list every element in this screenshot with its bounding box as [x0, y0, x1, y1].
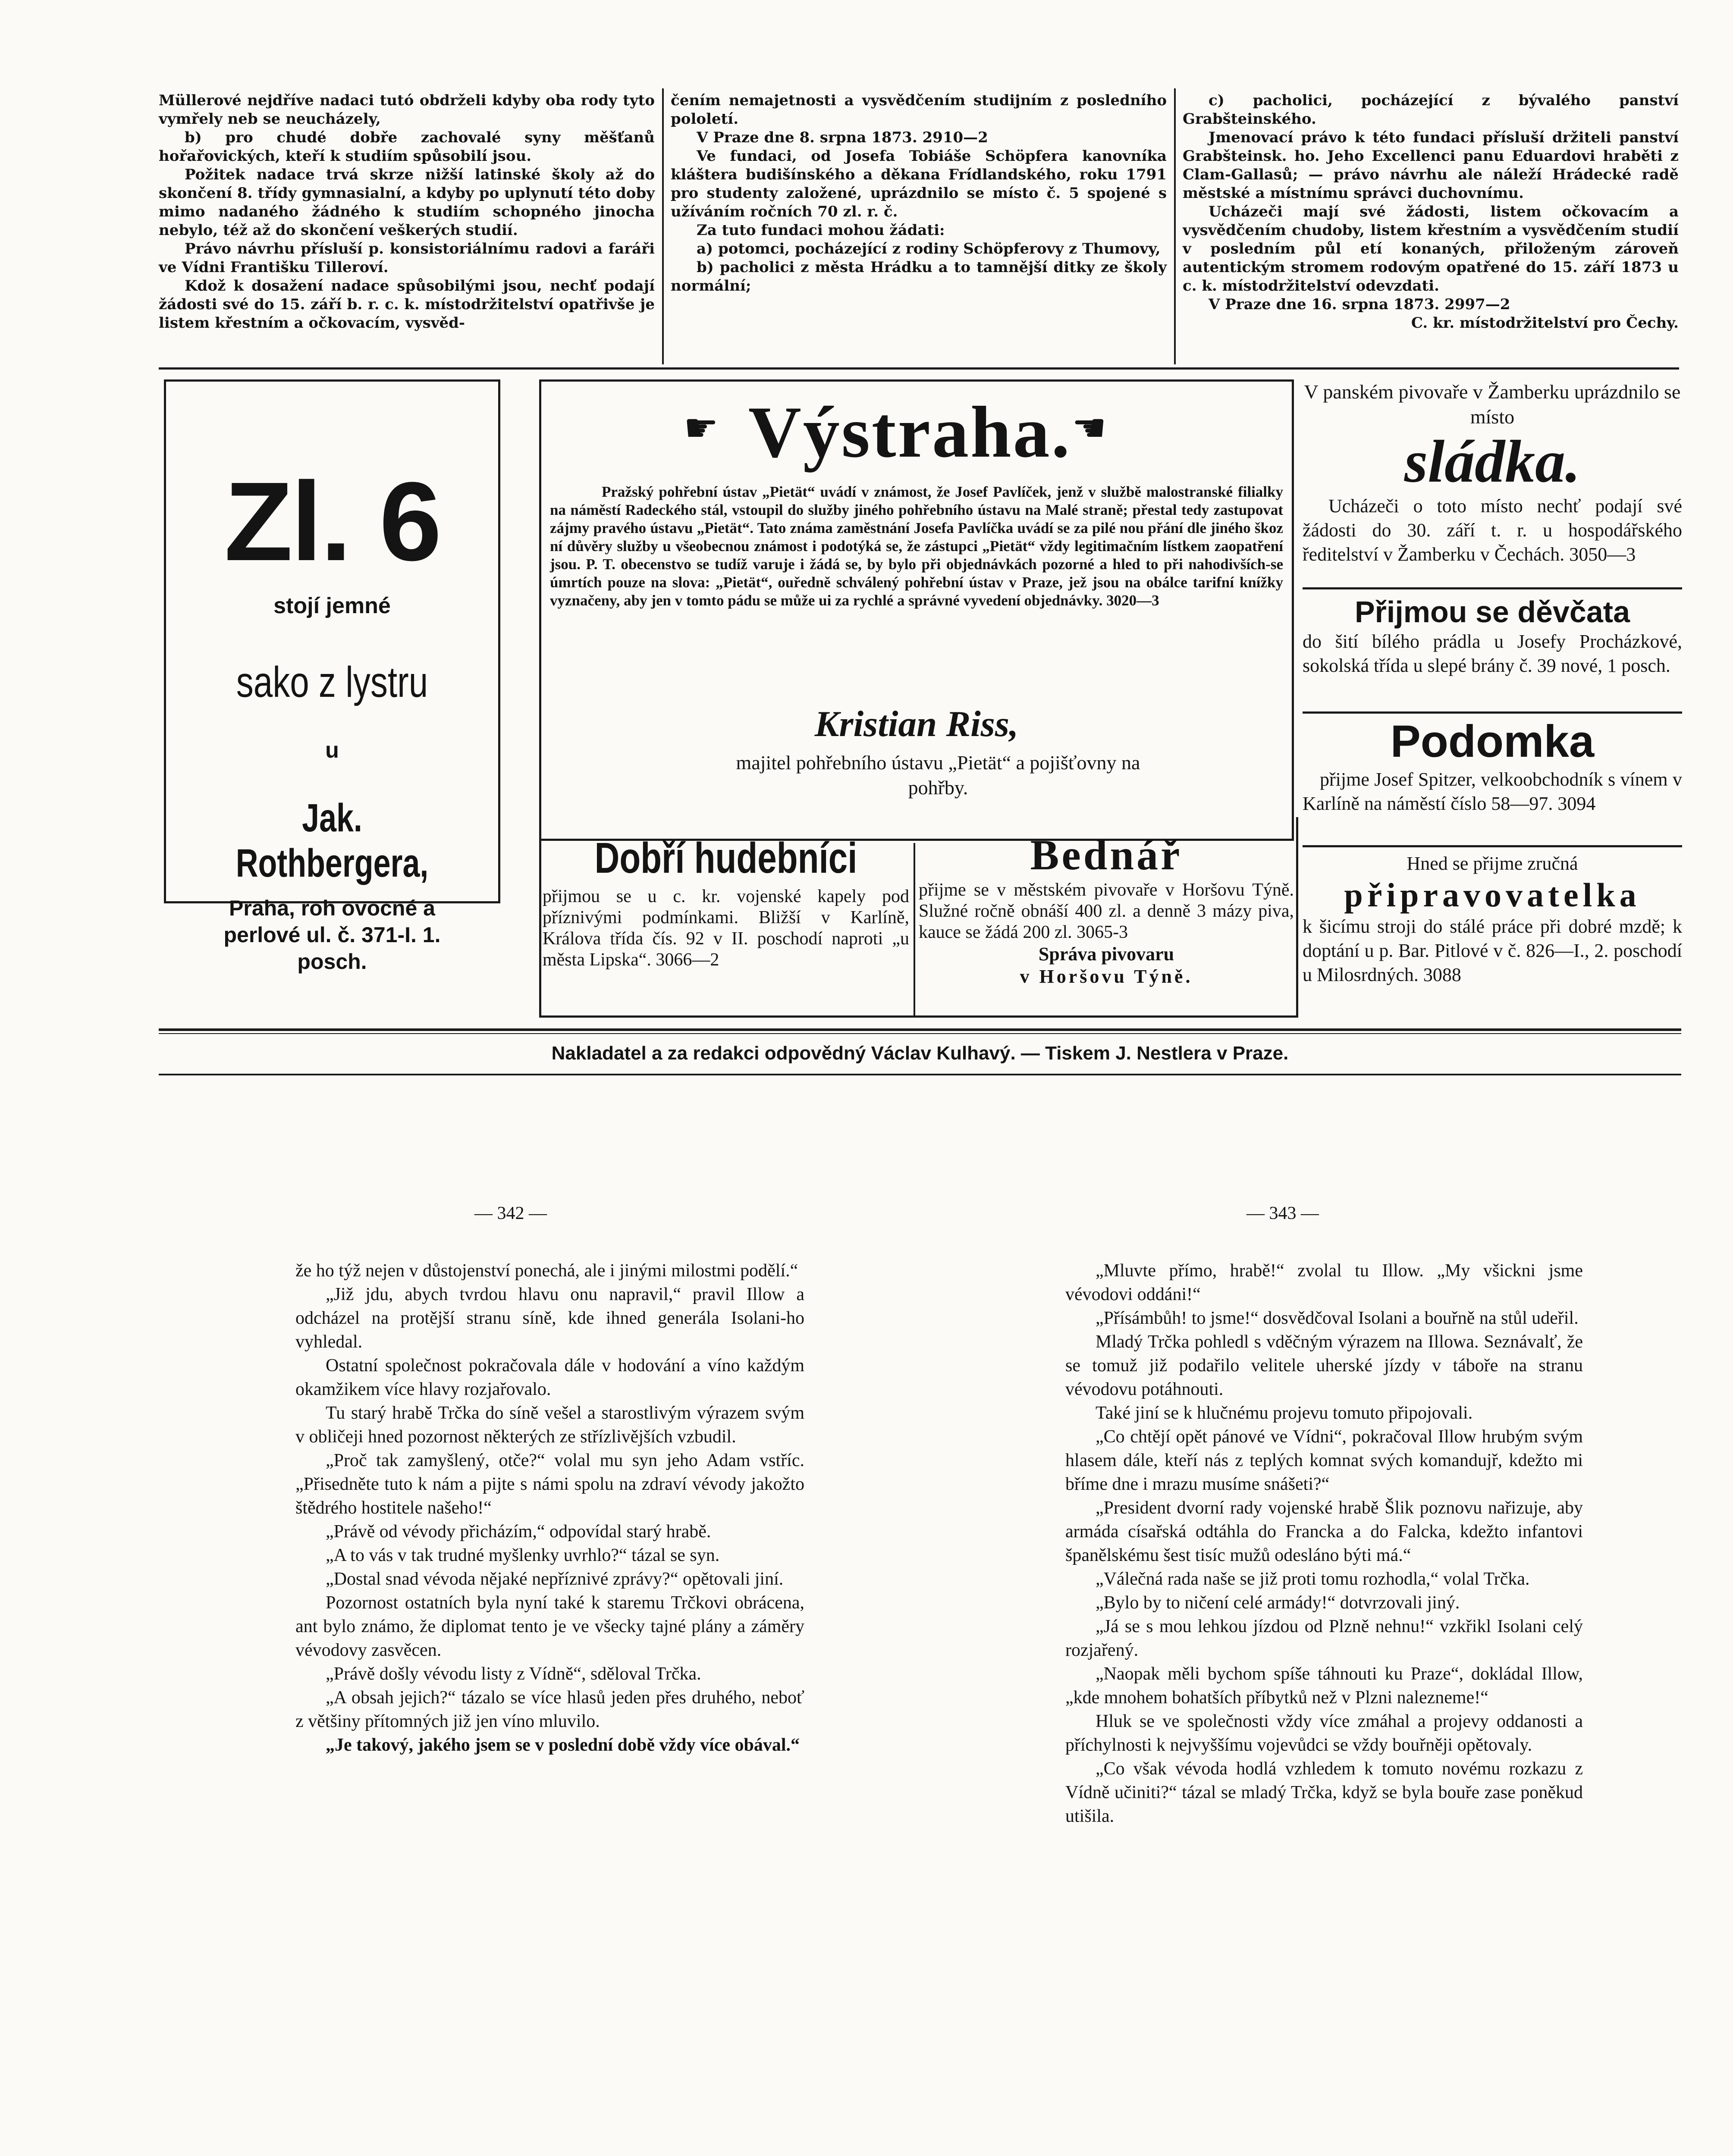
hudebnici-ad: Dobří hudebníci přijmou se u c. kr. vojenské kapely pod příznivými podmínkami. Bližší v Karlíně, Králova třída čís. 92 v II. poschodí naproti „u města Lipska“. 3066—2 — [543, 830, 909, 971]
ad-body: Pražský pohřební ústav „Pietät“ uvádí v známost, že Josef Pavlíček, jenž v službě malostranské filialky na náměstí Radeckého stál, vstoupil do služby jiného pohřebního ústavu na Malé straně; přestal tedy zastupovat zájmy pravého ústavu „Pietät“. Tato známa zaměstnání Josefa Pavlíčka uvádí se za pilé nou přání dle jiného škoz ní důvěry služby u všeobecnou známost i podotýká se, že zástupci „Pietät“ vždy legitimačním lístkem zaopatření jsou. P. T. obecenstvo se tudíž varuje i žádá se, by bylo při objednávkách pozorné a hled to při nahodivších-se úmrtích pouze na slova: „Pietät“, ouředně schválený pohřební ústav v Praze, jež jsou na obálce tarifní knížky vyznačeny, aby jen v tomto pádu se může ui za rychlé a správné vyvedení objednávky. 3020—3 — [550, 483, 1283, 609]
notice-paragraph: Jmenovací právo k této fundaci přísluší držiteli panství Grabšteinsk. ho. Jeho Excellenci panu Eduardovi hraběti z Clam-Gallasů; — právo návrhu ale náleží Hrádecké radě městské a místnímu správci duchovnímu. — [1183, 129, 1679, 202]
notice-column-1 — [159, 91, 655, 332]
ad-heading: Podomka — [1390, 716, 1595, 767]
text-paragraph: „Naopak měli bychom spíše táhnouti ku Praze“, dokládal Illow, „kde mnohem bohatších příbytků než v Plzni nalezneme!“ — [1065, 1664, 1583, 1708]
podomka-ad: Podomka přijme Josef Spitzer, velkoobchodník s vínem v Karlíně na náměstí číslo 58—97. 3094 — [1303, 716, 1682, 814]
notice-paragraph: b) pro chudé dobře zachovalé syny měšťanů hořařovických, kteří k studiím spůsobilí jsou. — [159, 129, 655, 165]
notice-paragraph: Právo návrhu přísluší p. konsistoriálnímu radovi a faráři ve Vídni Františku Tilleroví. — [159, 240, 655, 276]
text-paragraph: „Proč tak zamyšlený, otče?“ volal mu syn jeho Adam vstříc. „Přisedněte tuto k nám a pijte s námi spolu na zdraví vévody jakožto štědrého hostitele našeho!“ — [295, 1451, 804, 1518]
pripravovatelka-ad: Hned se přijme zručná připravovatelka k šicímu stroji do stálé práce při dobré mzdě; k doptání u p. Bar. Pitlové v č. 826—I., 2. poschodí u Milosrdných. 3088 — [1303, 853, 1682, 985]
ad-heading: sládka. — [1404, 428, 1581, 495]
notice-column-2 — [671, 91, 1167, 295]
ad-divider — [1303, 587, 1682, 589]
text-paragraph: „Já se s mou lehkou jízdou od Plzně nehnu!“ vzkřikl Isolani celý rozjařený. — [1065, 1617, 1583, 1660]
section-rule — [159, 367, 1679, 370]
notice-paragraph: Müllerové nejdříve nadaci tutó obdrželi kdyby oba rody tyto vymřely neb se neucházely, — [159, 92, 655, 128]
text-paragraph: „A to vás v tak trudné myšlenky uvrhlo?“ tázal se syn. — [326, 1545, 720, 1565]
imprint: Nakladatel a za redakci odpovědný Václav Kulhavý. — Tiskem J. Nestlera v Praze. — [551, 1043, 1289, 1064]
notice-date: V Praze dne 16. srpna 1873. 2997—2 — [1209, 296, 1510, 313]
notice-paragraph: Kdož k dosažení nadace spůsobilými jsou, nechť podají žádosti své do 15. září b. r. c. k. místodržitelství opatřivše je listem křestním a očkovacím, vysvěd- — [159, 277, 655, 332]
column-divider — [662, 88, 664, 364]
text-paragraph: „Dostal snad vévoda nějaké nepříznivé zprávy?“ opětovali jiní. — [326, 1569, 784, 1589]
column-divider — [1174, 88, 1176, 364]
ad-heading: Přijmou se děvčata — [1354, 595, 1630, 629]
imprint-rule — [159, 1074, 1681, 1075]
ad-heading: připravovatelka — [1344, 876, 1641, 914]
bednar-ad: Bednář přijme se v městském pivovaře v Horšovu Týně. Služné ročně obnáší 400 zl. a denně 3 mázy piva, kauce se žádá 200 zl. 3065-3 Správa pivovaru v Horšovu Týně. — [919, 831, 1294, 987]
text-paragraph: že ho týž nejen v důstojenství ponechá, ale i jinými milostmi podělí.“ — [295, 1261, 798, 1281]
ad-signature: Kristian Riss, — [814, 704, 1019, 744]
text-paragraph: „Co však vévoda hodlá vzhledem k tomuto novému rozkazu z Vídně učiniti?“ tázal se mladý Trčka, když se byla bouře zase poněkud utišila. — [1065, 1759, 1583, 1826]
text-paragraph: Ostatní společnost pokračovala dále v hodování a víno každým okamžikem více hlavy rozjařovalo. — [295, 1356, 804, 1399]
text-paragraph: Také jiní se k hlučnému projevu tomuto připojovali. — [1096, 1403, 1473, 1423]
text-paragraph: „Již jdu, abych tvrdou hlavu onu napravil,“ pravil Illow a odcházel na protější stranu síně, kde ihned generála Isolani-ho vyhledal. — [295, 1285, 804, 1352]
notice-paragraph: a) potomci, pocházející z rodiny Schöpferovy z Thumovy, — [697, 240, 1161, 257]
text-paragraph: „A obsah jejich?“ tázalo se více hlasů jeden přes druhého, neboť z většiny přítomných již jen víno mluvilo. — [295, 1688, 804, 1731]
page-number-left: — 342 — — [474, 1203, 547, 1223]
ad-divider — [1303, 845, 1682, 847]
rothberger-ad — [164, 379, 500, 974]
text-paragraph: „Co chtějí opět pánové ve Vídni“, pokračoval Illow hrubým svým hlasem dále, kteří nás z teplých komnat svých komandujř, kdežto mi bříme dne i mrazu musíme snášeti?“ — [1065, 1427, 1583, 1494]
notice-paragraph: Ucházeči mají své žádosti, listem očkovacím a vysvědčením chudoby, listem křestním a vysvědčením studií v posledním půl etí konaných, přiloženým zároveň autentickým stromem rodovým opatřené do 15. září 1873 u c. k. místodržitelství odevzdati. — [1183, 203, 1679, 295]
pointing-hand-icon: ☛ — [684, 405, 719, 451]
ad-divider — [914, 843, 915, 1018]
text-paragraph: „Přísámbůh! to jsme!“ dosvědčoval Isolani a bouřně na stůl udeřil. — [1096, 1308, 1579, 1328]
ad-role: majitel pohřebního ústavu „Pietät“ a pojišťovny na pohřby. — [736, 752, 1140, 799]
notice-paragraph: b) pacholici z města Hrádku a to tamnější ditky ze školy normální; — [671, 259, 1167, 295]
vystraha-ad — [539, 379, 1294, 841]
pointing-hand-icon: ☛ — [1072, 405, 1107, 451]
imprint-rule — [159, 1028, 1681, 1031]
notice-date: V Praze dne 8. srpna 1873. 2910—2 — [697, 129, 988, 146]
notice-signature: C. kr. místodržitelství pro Čechy. — [1411, 314, 1679, 332]
left-page-text — [295, 1259, 804, 1757]
price-heading: Zl. 6 — [224, 459, 440, 584]
text-paragraph: „Mluvte přímo, hrabě!“ zvolal tu Illow. „My všickni jsme vévodovi oddáni!“ — [1065, 1261, 1583, 1304]
notice-paragraph: Požitek nadace trvá skrze nižší latinské školy až do skončení 8. třídy gymnasialní, a kdyby po uplynutí této doby mimo nadaného žádného k studiím schopného jinocha nebylo, též až do skončení veškerých studií. — [159, 166, 655, 239]
devcata-ad: Přijmou se děvčata do šití bílého prádla u Josefy Procházkové, sokolská třída u slepé brány č. 39 nové, 1 posch. — [1303, 595, 1682, 676]
ad-item: sako z lystru — [236, 658, 428, 706]
text-paragraph: „President dvorní rady vojenské hrabě Šlik poznovu nařizuje, aby armáda císařská odtáhla do Francka a do Falcka, kdežto infantovi španělskému šest tisíc mužů odesláno býti má.“ — [1065, 1498, 1583, 1565]
ad-text: u — [325, 738, 339, 763]
text-paragraph: „Bylo by to ničení celé armády!“ dotvrzovali jiný. — [1096, 1593, 1460, 1613]
ad-address: Praha, roh ovocné a perlové ul. č. 371-I. 1. posch. — [223, 896, 441, 974]
ad-text: stojí jemné — [273, 593, 391, 618]
ad-divider — [1303, 711, 1682, 714]
sladka-ad: V panském pivovaře v Žamberku uprázdnilo se místo sládka. Ucházeči o toto místo nechť podají své žádosti do 30. září t. r. u hospodářského ředitelství v Žamberku v Čechách. 3050—3 — [1303, 381, 1682, 565]
page-number-right: — 343 — — [1246, 1203, 1319, 1223]
ad-heading: Dobří hudebníci — [594, 834, 857, 882]
text-paragraph: „Právě došly vévodu listy z Vídně“, sděloval Trčka. — [326, 1664, 701, 1684]
notice-paragraph: c) pacholici, pocházející z bývalého panství Grabšteinského. — [1183, 92, 1679, 128]
notice-paragraph: Za tuto fundaci mohou žádati: — [697, 222, 945, 239]
ad-heading: Bednář — [1030, 831, 1183, 879]
text-paragraph: Pozornost ostatních byla nyní také k staremu Trčkovi obrácena, ant bylo známo, že diplomat tento je ve všecky tajné plány a záměry vévodovy zasvěcen. — [295, 1593, 804, 1660]
right-page-text — [1065, 1259, 1583, 1828]
ad-firm: Jak. Rothbergera, — [235, 796, 429, 885]
text-paragraph: „Je takový, jakého jsem se v poslední době vždy více obával.“ — [326, 1735, 800, 1755]
text-paragraph: „Právě od vévody přicházím,“ odpovídal starý hrabě. — [326, 1522, 711, 1542]
ad-title: Výstraha. — [748, 392, 1072, 473]
notice-column-3 — [1183, 91, 1679, 332]
text-paragraph: Hluk se ve společnosti vždy více zmáhal a projevy oddanosti a příchylnosti k nejvyššímu vojevůdci se vždy bouřněji opětovaly. — [1065, 1711, 1583, 1755]
text-paragraph: Tu starý hrabě Trčka do síně vešel a starostlivým výrazem svým v obličeji hned pozornost některých ze střízlivějších vzbudil. — [295, 1403, 804, 1447]
text-paragraph: Mladý Trčka pohledl s vděčným výrazem na Illowa. Seznávalť, že se tomuž již podařilo velitele uherské jízdy v táboře na stranu vévodovu potáhnouti. — [1065, 1332, 1583, 1399]
text-paragraph: „Válečná rada naše se již proti tomu rozhodla,“ volal Trčka. — [1096, 1569, 1530, 1589]
notice-paragraph: čením nemajetnosti a vysvědčením studijním z posledního pololetí. — [671, 92, 1167, 128]
imprint-rule — [159, 1033, 1681, 1034]
notice-paragraph: Ve fundaci, od Josefa Tobiáše Schöpfera kanovníka kláštera budišínského a děkana Frídlandského, roku 1791 pro studenty založené, uprázdnilo se místo č. 5 spojené s užíváním ročních 70 zl. r. č. — [671, 147, 1167, 220]
